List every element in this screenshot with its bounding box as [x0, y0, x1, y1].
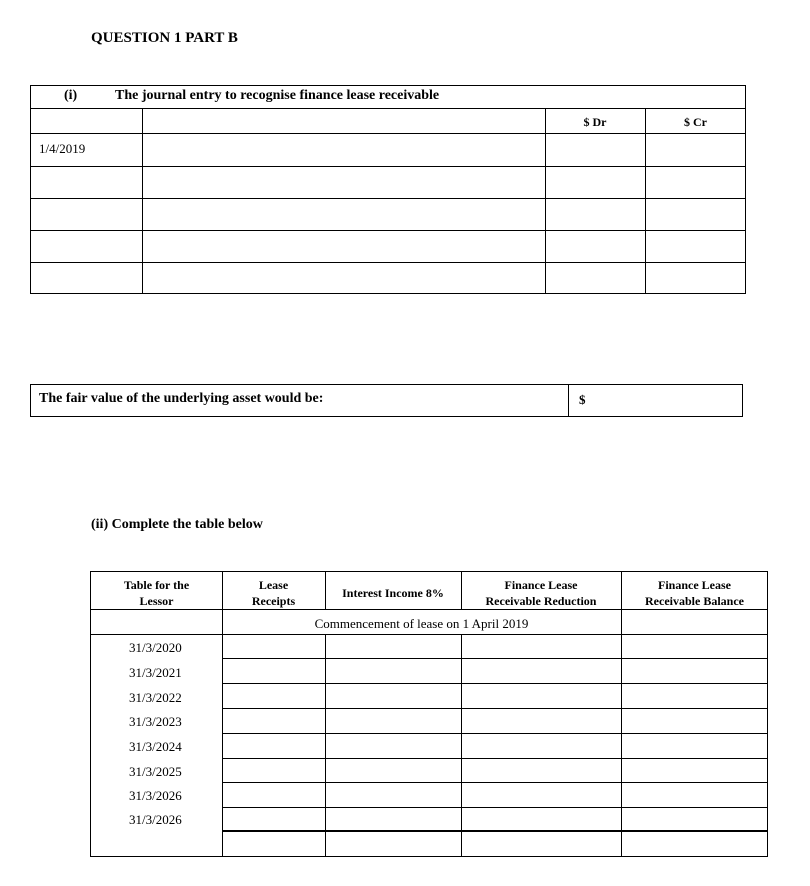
row-divider [222, 733, 767, 734]
credit-column-header: $ Cr [684, 115, 707, 129]
debit-column-header: $ Dr [583, 115, 607, 129]
row-divider [222, 782, 767, 783]
col-divider [222, 572, 223, 856]
row-divider [91, 609, 767, 610]
col-divider [325, 634, 326, 856]
header-lessor: Table for the Lessor [123, 578, 190, 608]
total-rule [222, 830, 767, 832]
schedule-date: 31/3/2026 [129, 788, 182, 803]
page-heading: QUESTION 1 PART B [91, 30, 238, 46]
row-divider [222, 758, 767, 759]
schedule-date: 31/3/2022 [129, 690, 182, 705]
schedule-date: 31/3/2024 [129, 739, 182, 754]
row-divider [31, 198, 745, 199]
row-divider [31, 230, 745, 231]
header-receivable-balance: Finance Lease Receivable Balance [645, 578, 744, 608]
row-divider [222, 658, 767, 659]
col-divider [545, 108, 546, 293]
part-i-number: (i) [64, 88, 78, 103]
part-ii-title: (ii) Complete the table below [91, 517, 263, 532]
col-divider [461, 634, 462, 856]
fair-value-box [30, 384, 743, 417]
part-i-title: The journal entry to recognise finance lease receivable [115, 88, 440, 103]
col-divider [645, 108, 646, 293]
row-divider [31, 262, 745, 263]
col-divider [568, 385, 569, 416]
header-receivable-reduction: Finance Lease Receivable Reduction [485, 578, 597, 608]
fair-value-label: The fair value of the underlying asset would be: [39, 391, 324, 406]
fair-value-currency: $ [579, 392, 586, 407]
schedule-date: 31/3/2025 [129, 764, 182, 779]
commencement-note: Commencement of lease on 1 April 2019 [314, 616, 529, 631]
row-divider [222, 708, 767, 709]
col-divider [142, 108, 143, 293]
row-divider [91, 634, 767, 635]
row-divider [31, 108, 745, 109]
row-divider [222, 683, 767, 684]
journal-entry-table [30, 85, 746, 294]
schedule-date: 31/3/2021 [129, 665, 182, 680]
header-interest-income: Interest Income 8% [342, 586, 444, 600]
entry-date: 1/4/2019 [39, 141, 86, 156]
header-lease-receipts: Lease Receipts [251, 578, 296, 608]
row-divider [31, 133, 745, 134]
row-divider [31, 166, 745, 167]
lessor-table [90, 571, 768, 857]
schedule-date: 31/3/2020 [129, 640, 182, 655]
row-divider [222, 807, 767, 808]
schedule-date: 31/3/2023 [129, 714, 182, 729]
col-divider [621, 572, 622, 856]
schedule-date: 31/3/2026 [129, 812, 182, 827]
